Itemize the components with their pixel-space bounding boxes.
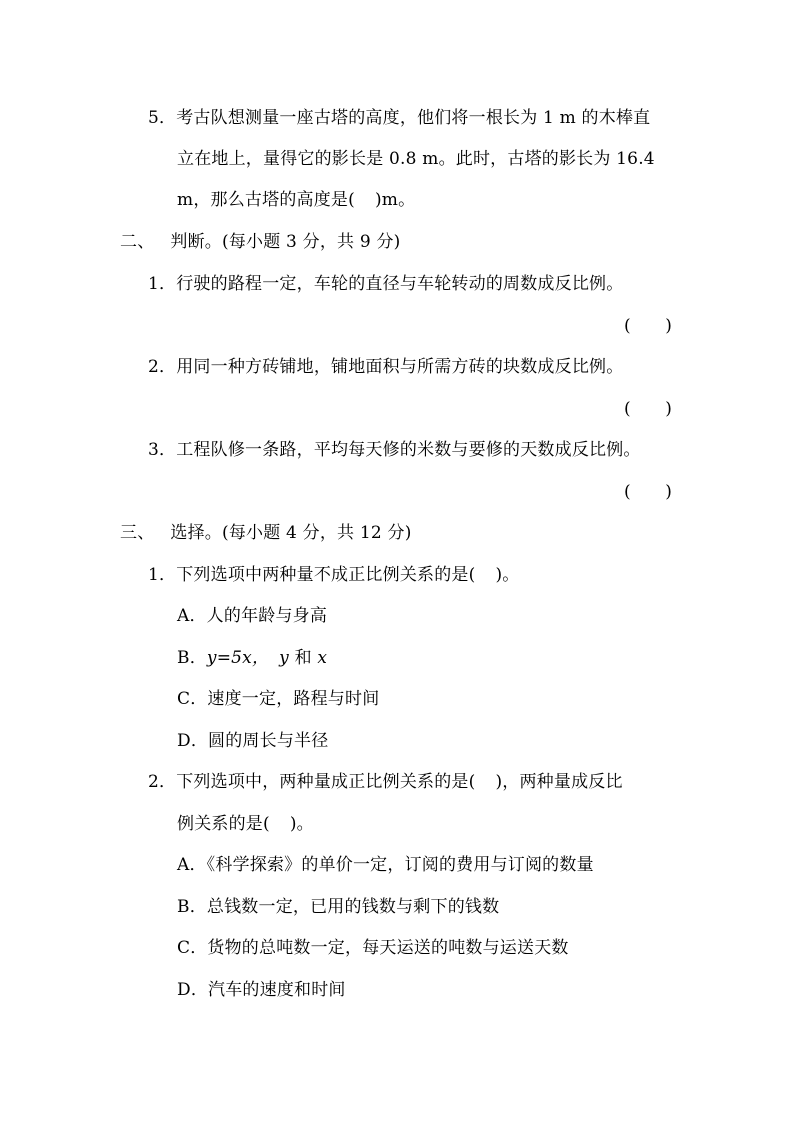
judge-item-3: 3．工程队修一条路，平均每天修的米数与要修的天数成反比例。 [148,440,641,460]
choice-2-option-c: C．货物的总吨数一定，每天运送的吨数与运送天数 [177,938,569,958]
variable-y: y [279,648,289,668]
section-3-heading [120,525,412,542]
choice-1-option-b [177,650,327,667]
choice-1-stem-a: 1．下列选项中两种量不成正比例关系的是( [148,565,476,585]
choice-2-stem-line-1 [148,774,623,791]
choice-2-option-a: A．《科学探索》的单价一定，订阅的费用与订阅的数量 [177,855,594,875]
judge-item-1: 1．行驶的路程一定，车轮的直径与车轮转动的周数成反比例。 [148,274,624,294]
choice-2-stem-d: )。 [289,814,314,834]
question-5-line-1: 5．考古队想测量一座古塔的高度，他们将一根长为 1 m 的木棒直 [148,108,651,128]
section-number: 二、 [120,232,155,252]
question-5-text-b: )m。 [374,190,416,210]
question-5-line-3 [177,192,415,209]
option-label: B． [177,648,207,668]
choice-2-stem-b: )，两种量成反比 [495,772,623,792]
judge-item-2: 2．用同一种方砖铺地，铺地面积与所需方砖的块数成反比例。 [148,357,624,377]
judge-answer-2: ( ) [624,399,673,419]
choice-2-stem-line-2 [177,816,314,833]
choice-2-stem-c: 例关系的是( [177,814,270,834]
choice-1-option-d: D．圆的周长与半径 [177,731,329,751]
question-5-text-a: m，那么古塔的高度是( [177,190,355,210]
section-title: 判断。(每小题 3 分，共 9 分) [170,232,401,252]
choice-1-option-c: C．速度一定，路程与时间 [177,689,380,709]
and-word: 和 [288,648,318,668]
choice-1-stem [148,567,520,584]
choice-2-stem-a: 2．下列选项中，两种量成正比例关系的是( [148,772,476,792]
question-5-line-2: 立在地上，量得它的影长是 0.8 m。此时，古塔的影长为 16.4 [177,149,655,169]
choice-2-option-d: D．汽车的速度和时间 [177,980,346,1000]
choice-1-option-a: A．人的年龄与身高 [177,606,328,626]
section-title: 选择。(每小题 4 分，共 12 分) [170,523,412,543]
judge-answer-3: ( ) [624,482,673,502]
equation: y=5x， [206,648,270,668]
judge-answer-1: ( ) [624,316,673,336]
choice-2-option-b: B．总钱数一定，已用的钱数与剩下的钱数 [177,897,500,917]
section-number: 三、 [120,523,155,543]
section-2-heading [120,234,401,251]
choice-1-stem-b: )。 [495,565,520,585]
variable-x: x [317,648,328,668]
